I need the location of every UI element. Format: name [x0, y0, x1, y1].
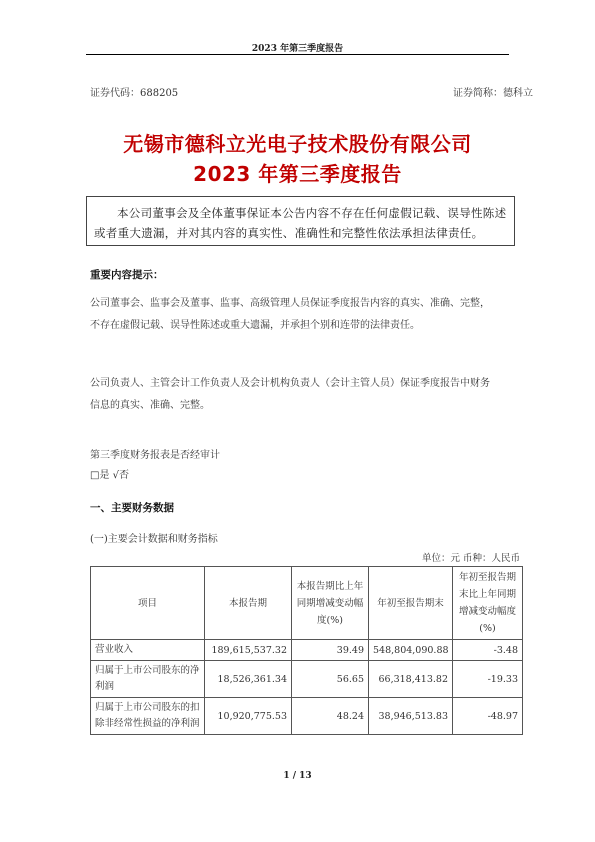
cell-ytd-change: -19.33: [453, 661, 523, 698]
report-title-period: 2023 年第三季度报告: [193, 162, 402, 186]
cell-current: 189,615,537.32: [205, 640, 292, 661]
col-header-current-period: 本报告期: [205, 567, 292, 640]
header-rule: [86, 54, 509, 55]
page-number: 1 / 13: [283, 771, 312, 781]
cell-current: 18,526,361.34: [205, 661, 292, 698]
section-main-financial-data: 一、主要财务数据: [90, 502, 174, 514]
cell-current-change: 56.65: [292, 661, 369, 698]
board-notice-text: 本公司董事会及全体董事保证本公告内容不存在任何虚假记载、误导性陈述或者重大遗漏，并对其内容的真实性、准确性和完整性依法承担法律责任。: [94, 206, 507, 240]
table-row: [91, 698, 523, 735]
row-label: 营业收入: [91, 640, 205, 661]
row-label: 归属于上市公司股东的扣除非经常性损益的净利润: [91, 698, 205, 735]
col-header-ytd-change: 年初至报告期末比上年同期增减变动幅度(%): [453, 567, 523, 640]
col-header-current-change: 本报告期比上年同期增减变动幅度(%): [292, 567, 369, 640]
cell-current-change: 48.24: [292, 698, 369, 735]
financial-indicators-table: [90, 566, 523, 735]
audit-answer: □是 √否: [90, 470, 129, 481]
assurance-paragraph-line1: 公司董事会、监事会及董事、监事、高级管理人员保证季度报告内容的真实、准确、完整，: [90, 298, 490, 309]
audit-question: 第三季度财务报表是否经审计: [90, 450, 220, 461]
assurance-paragraph-line2: 不存在虚假记载、误导性陈述或重大遗漏，并承担个别和连带的法律责任。: [90, 320, 420, 331]
table-row: [91, 640, 523, 661]
security-code: 证券代码：688205: [90, 88, 179, 99]
table-row: [91, 661, 523, 698]
unit-currency-line: 单位：元 币种：人民币: [421, 553, 520, 564]
row-label: 归属于上市公司股东的净利润: [91, 661, 205, 698]
important-heading: 重要内容提示：: [90, 269, 164, 281]
subsection-heading: (一)主要会计数据和财务指标: [90, 534, 218, 545]
table-header-row: [91, 567, 523, 640]
cell-ytd: 38,946,513.83: [369, 698, 453, 735]
running-header: 2023 年第三季度报告: [251, 44, 344, 54]
cell-ytd-change: -3.48: [453, 640, 523, 661]
cell-ytd: 66,318,413.82: [369, 661, 453, 698]
responsibility-paragraph-line2: 信息的真实、准确、完整。: [90, 400, 210, 411]
responsibility-paragraph-line1: 公司负责人、主管会计工作负责人及会计机构负责人（会计主管人员）保证季度报告中财务: [90, 378, 490, 389]
cell-ytd-change: -48.97: [453, 698, 523, 735]
cell-current-change: 39.49: [292, 640, 369, 661]
security-abbreviation: 证券简称：德科立: [453, 88, 533, 99]
report-title-company: 无锡市德科立光电子技术股份有限公司: [123, 132, 472, 156]
col-header-ytd: 年初至报告期末: [369, 567, 453, 640]
cell-ytd: 548,804,090.88: [369, 640, 453, 661]
col-header-item: 项目: [91, 567, 205, 640]
cell-current: 10,920,775.53: [205, 698, 292, 735]
